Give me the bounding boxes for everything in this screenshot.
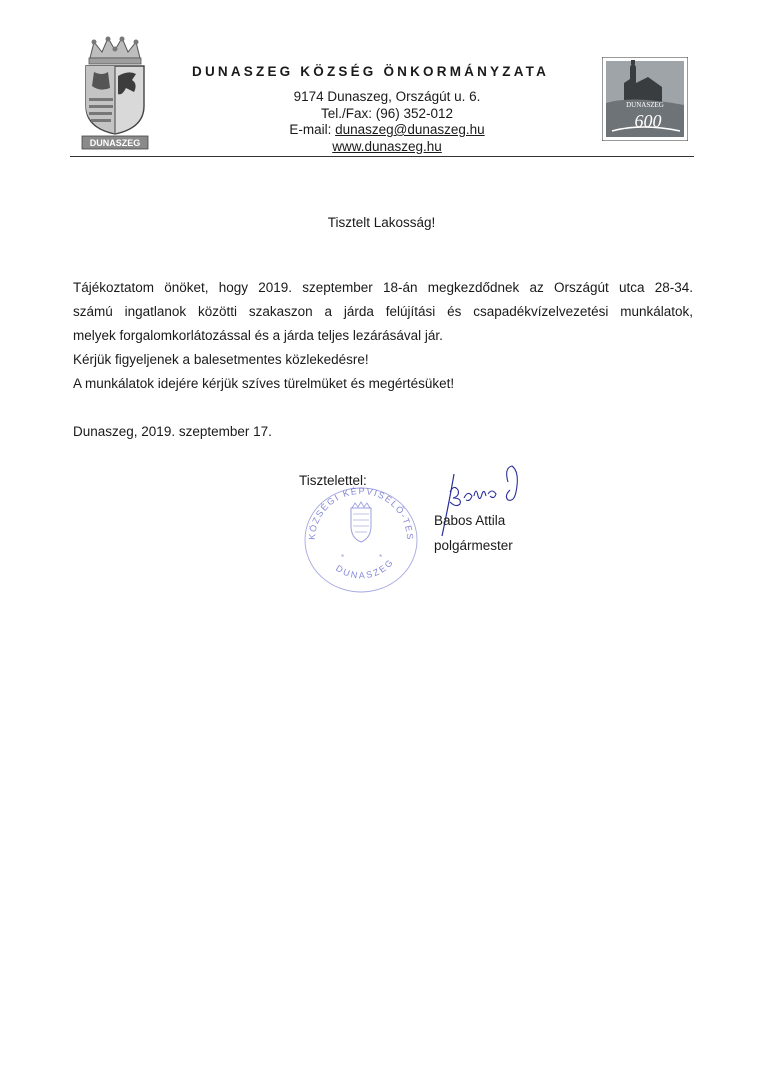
email-line (272, 122, 502, 139)
email-label: E-mail: (289, 122, 336, 137)
request-line: A munkálatok idejére kérjük szíves türelmüket és megértésüket! (73, 376, 455, 391)
svg-text:*: * (379, 553, 383, 562)
organization-name: DUNASZEG KÖZSÉG ÖNKORMÁNYZATA (192, 64, 550, 79)
paragraph-line: melyek forgalomkorlátozással és a járda teljes lezárásával jár. (73, 328, 443, 343)
request-line: Kérjük figyeljenek a balesetmentes közlekedésre! (73, 352, 369, 367)
header-divider (70, 156, 694, 157)
email-link[interactable]: dunaszeg@dunaszeg.hu (335, 122, 485, 137)
official-stamp (295, 478, 427, 598)
crest-logo (80, 36, 150, 151)
closing-phrase: Tisztelettel: (299, 473, 367, 488)
church-600-emblem-icon (602, 57, 688, 141)
svg-text:*: * (341, 553, 345, 562)
signer-name: Babos Attila (434, 513, 506, 528)
stamp-bottom-text: DUNASZEG (334, 556, 397, 581)
salutation: Tisztelt Lakosság! (327, 215, 436, 230)
paragraph-line: Tájékoztatom önöket, hogy 2019. szeptember 18-án megkezdődnek az Országút utca 28-34. (73, 280, 693, 295)
anniversary-logo (602, 57, 688, 141)
website-link[interactable]: www.dunaszeg.hu (332, 138, 442, 154)
round-seal-icon (295, 478, 427, 598)
stamp-top-text: KÖZSÉGI KÉPVISELŐ-TES (306, 485, 416, 542)
anniversary-number: 600 (634, 111, 662, 131)
crest-banner-label: DUNASZEG (89, 138, 141, 148)
paragraph-line: számú ingatlanok közötti szakaszon a járda felújítási és csapadékvízelvezetési munkálatok, (73, 304, 693, 319)
handwritten-signature-icon (420, 462, 532, 542)
anniversary-label: DUNASZEG (626, 101, 664, 109)
signature (420, 462, 532, 542)
letter-body (73, 276, 693, 396)
signer-title: polgármester (434, 538, 513, 553)
coat-of-arms-icon (80, 36, 150, 151)
contact-block (272, 89, 502, 155)
phone-fax: Tel./Fax: (96) 352-012 (320, 105, 454, 121)
letter-date: Dunaszeg, 2019. szeptember 17. (73, 424, 272, 439)
postal-address: 9174 Dunaszeg, Országút u. 6. (293, 89, 481, 104)
